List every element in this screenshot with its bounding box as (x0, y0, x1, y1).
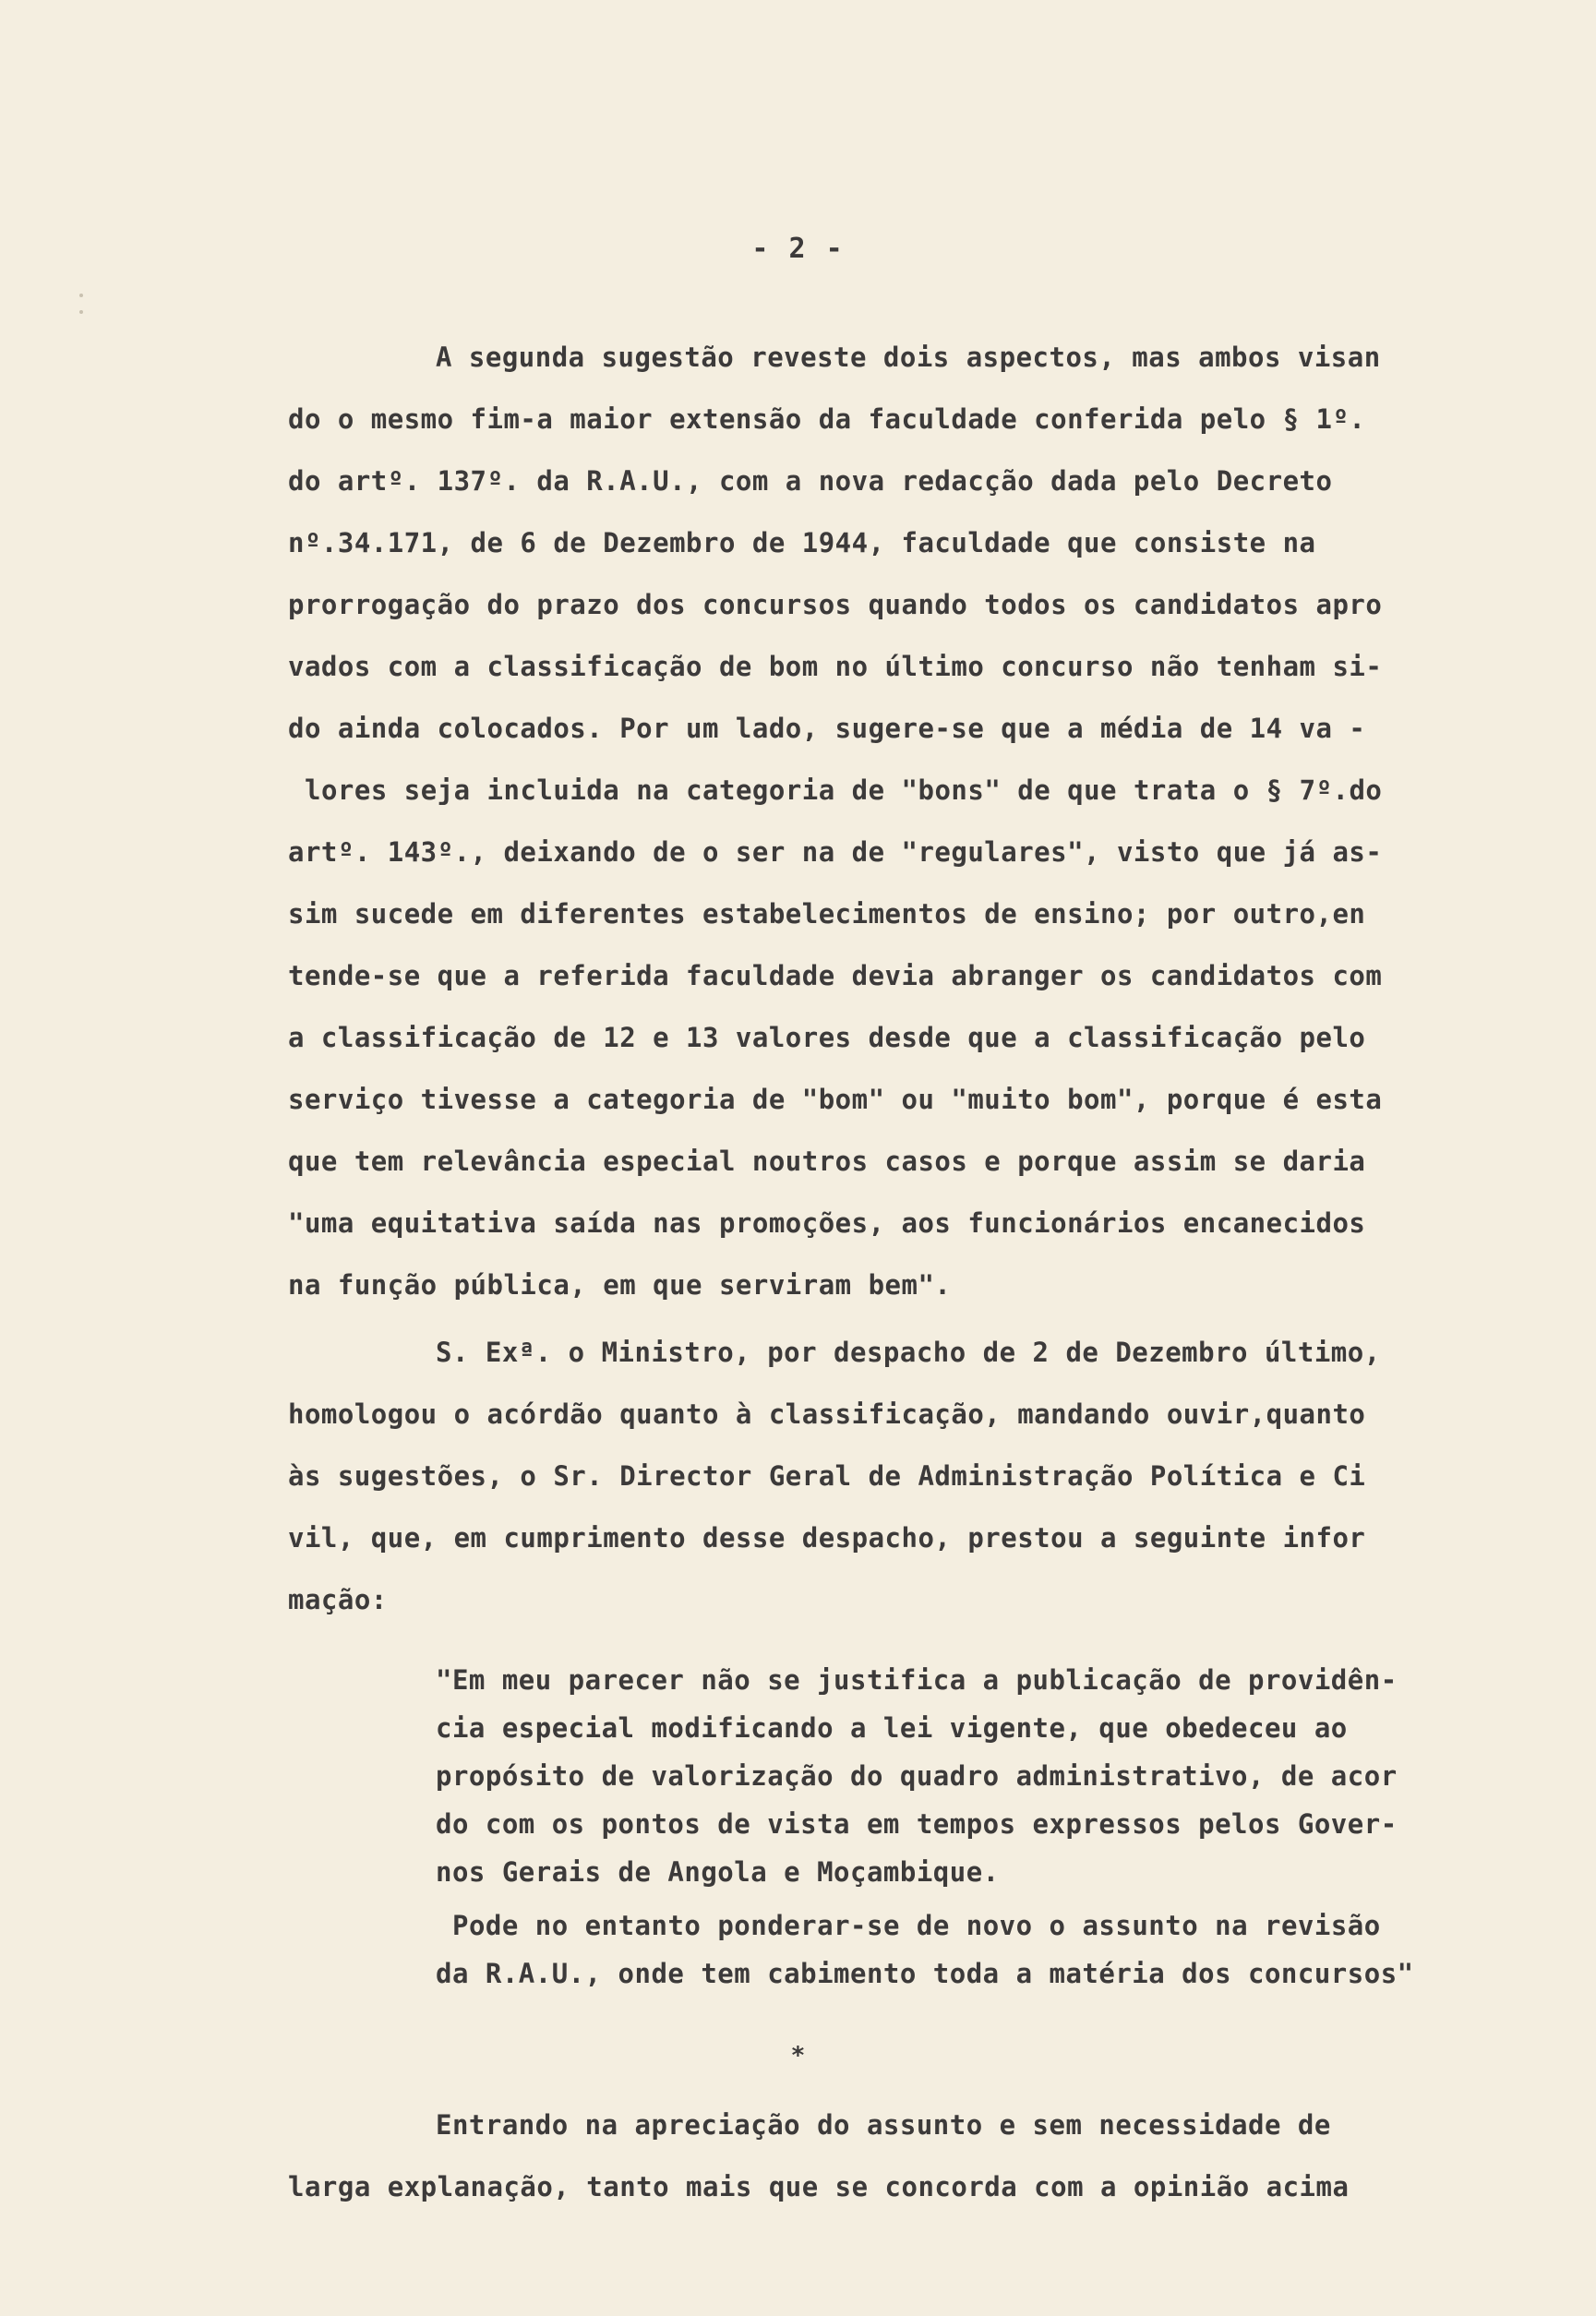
text-line: "uma equitativa saída nas promoções, aos funcionários encanecidos (288, 1207, 1366, 1239)
quote-line: cia especial modificando a lei vigente, que obedeceu ao (436, 1712, 1348, 1744)
text-line: a classificação de 12 e 13 valores desde que a classificação pelo (288, 1022, 1366, 1053)
text-line: sim sucede em diferentes estabelecimentos de ensino; por outro,en (288, 898, 1366, 930)
text-line: Entrando na apreciação do assunto e sem necessidade de (436, 2109, 1331, 2141)
text-line: lores seja incluida na categoria de "bons" de que trata o § 7º.do (305, 774, 1383, 806)
text-line: homologou o acórdão quanto à classificação, mandando ouvir,quanto (288, 1398, 1366, 1430)
quote-line: da R.A.U., onde tem cabimento toda a matéria dos concursos" (436, 1958, 1414, 1989)
text-line: vados com a classificação de bom no último concurso não tenham si- (288, 651, 1383, 682)
quote-line: propósito de valorização do quadro administrativo, de acor (436, 1760, 1398, 1792)
text-line: do ainda colocados. Por um lado, sugere-se que a média de 14 va - (288, 713, 1366, 744)
text-line: do o mesmo fim-a maior extensão da faculdade conferida pelo § 1º. (288, 403, 1366, 435)
section-separator: * (790, 2042, 806, 2070)
text-line: às sugestões, o Sr. Director Geral de Administração Política e Ci (288, 1460, 1366, 1492)
text-line: prorrogação do prazo dos concursos quando todos os candidatos apro (288, 589, 1383, 620)
text-line: tende-se que a referida faculdade devia abranger os candidatos com (288, 960, 1383, 991)
margin-dot (79, 310, 83, 314)
quote-line: "Em meu parecer não se justifica a publicação de providên- (436, 1664, 1398, 1696)
quote-line: nos Gerais de Angola e Moçambique. (436, 1856, 1000, 1888)
text-line: mação: (288, 1584, 388, 1615)
text-line: que tem relevância especial noutros casos e porque assim se daria (288, 1146, 1366, 1177)
text-line: artº. 143º., deixando de o ser na de "regulares", visto que já as- (288, 836, 1383, 868)
text-line: A segunda sugestão reveste dois aspectos, mas ambos visan (436, 342, 1381, 373)
page-number: - 2 - (751, 233, 845, 265)
text-line: S. Exª. o Ministro, por despacho de 2 de Dezembro último, (436, 1337, 1381, 1368)
text-line: nº.34.171, de 6 de Dezembro de 1944, faculdade que consiste na (288, 527, 1316, 558)
text-line: vil, que, em cumprimento desse despacho, prestou a seguinte infor (288, 1522, 1366, 1554)
text-line: do artº. 137º. da R.A.U., com a nova redacção dada pelo Decreto (288, 465, 1333, 497)
margin-dot (79, 294, 83, 297)
text-line: larga explanação, tanto mais que se concorda com a opinião acima (288, 2171, 1350, 2202)
text-line: serviço tivesse a categoria de "bom" ou "muito bom", porque é esta (288, 1084, 1383, 1115)
quote-line: Pode no entanto ponderar-se de novo o assunto na revisão (452, 1910, 1381, 1941)
text-line: na função pública, em que serviram bem". (288, 1269, 952, 1301)
quote-line: do com os pontos de vista em tempos expressos pelos Gover- (436, 1808, 1398, 1840)
